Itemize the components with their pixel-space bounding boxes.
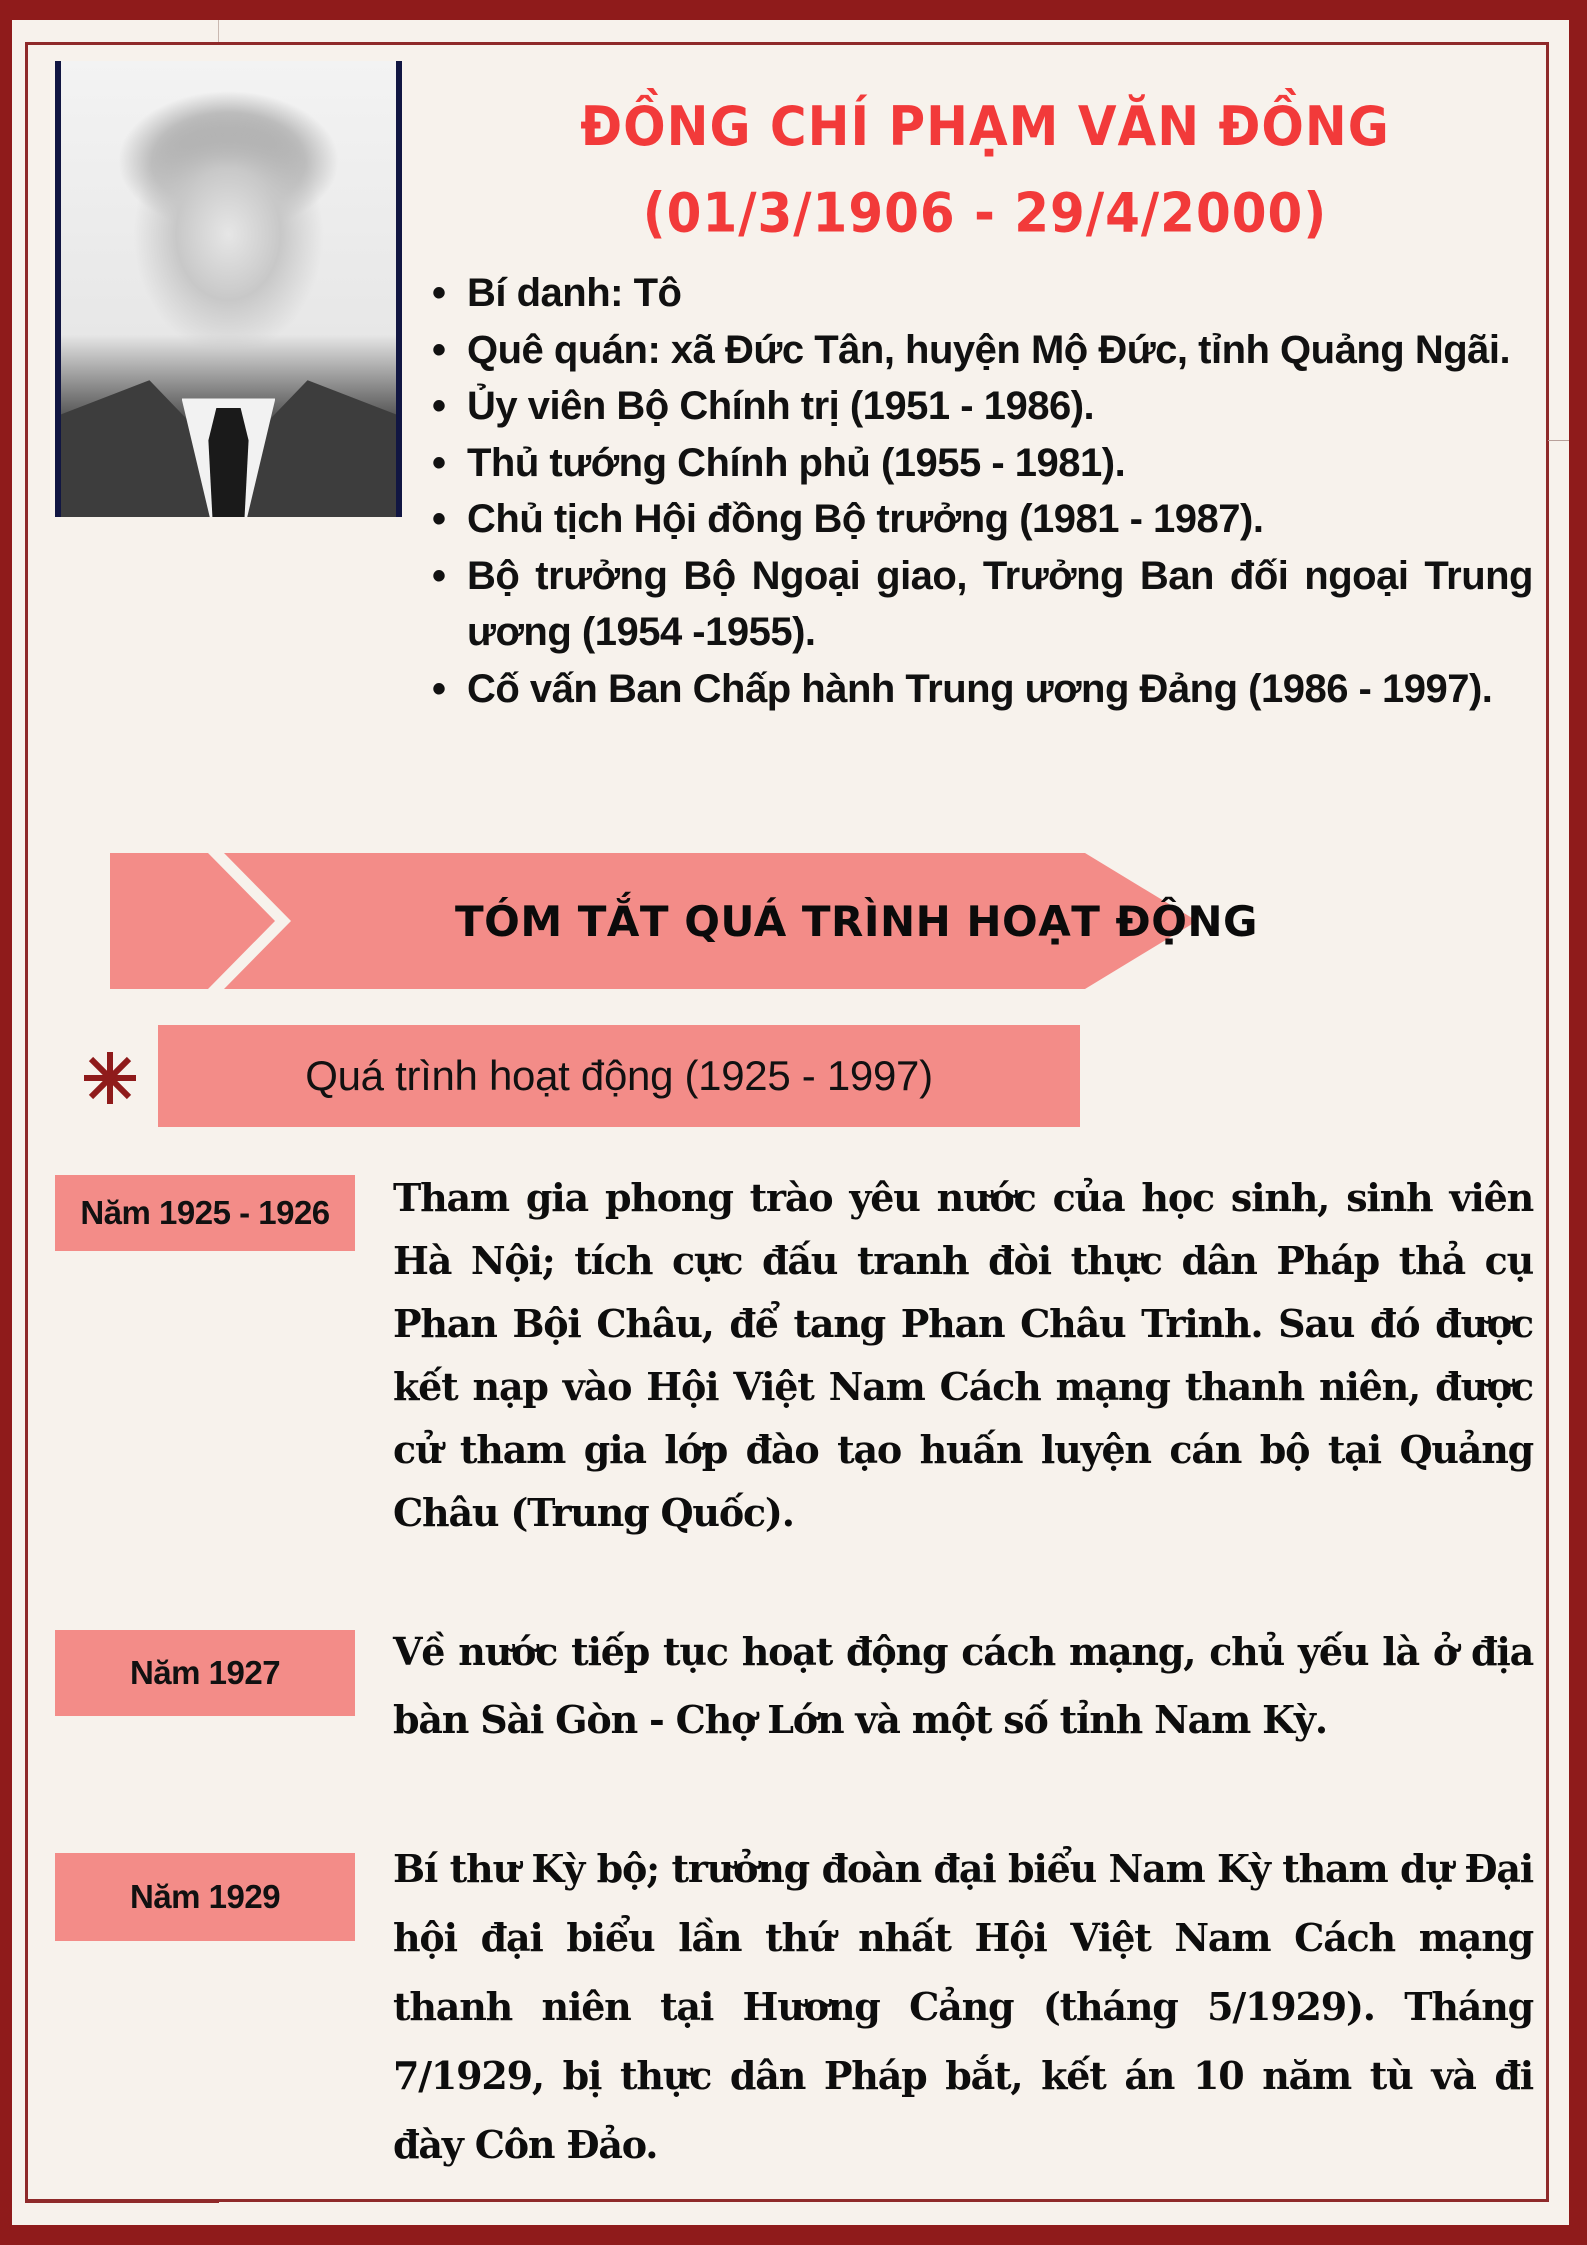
portrait-image: [61, 61, 396, 517]
title-dates: (01/3/1906 - 29/4/2000): [642, 181, 1328, 245]
banner-title: TÓM TẮT QUÁ TRÌNH HOẠT ĐỘNG: [455, 896, 1259, 946]
asterisk-icon: [82, 1050, 138, 1106]
subheader-box: Quá trình hoạt động (1925 - 1997): [158, 1025, 1080, 1127]
decorative-line: [1548, 440, 1569, 441]
year-label-1925-1926: Năm 1925 - 1926: [55, 1175, 355, 1251]
bio-item-alias: • Bí danh: Tô: [430, 265, 1533, 322]
bio-item-politburo: • Ủy viên Bộ Chính trị (1951 - 1986).: [430, 378, 1533, 435]
page-title: [430, 84, 1540, 257]
portrait-tie: [208, 408, 248, 517]
event-text-1925-1926: Tham gia phong trào yêu nước của học sinh, sinh viên Hà Nội; tích cực đấu tranh đòi thực dân Pháp thả cụ Phan Bội Châu, để tang Phan Châu Trinh. Sau đó được kết nạp vào Hội Việt Nam Cách mạng thanh niên, được cử tham gia lớp đào tạo huấn luyện cán bộ tại Quảng Châu (Trung Quốc).: [393, 1175, 1533, 1535]
bio-item-prime-minister: • Thủ tướng Chính phủ (1955 - 1981).: [430, 435, 1533, 492]
section-banner: [110, 853, 1259, 989]
title-name: ĐỒNG CHÍ PHẠM VĂN ĐỒNG: [580, 95, 1390, 159]
event-text-1927: Về nước tiếp tục hoạt động cách mạng, chủ yếu là ở địa bàn Sài Gòn - Chợ Lớn và một số tỉnh Nam Kỳ.: [393, 1629, 1533, 1742]
bio-list: [430, 265, 1533, 717]
year-label-1929: Năm 1929: [55, 1853, 355, 1941]
portrait-photo: [55, 61, 402, 517]
year-label-1927: Năm 1927: [55, 1630, 355, 1716]
decorative-line: [25, 2200, 219, 2203]
bio-item-advisor: • Cố vấn Ban Chấp hành Trung ương Đảng (1986 - 1997).: [430, 661, 1533, 718]
event-text-1929: Bí thư Kỳ bộ; trưởng đoàn đại biểu Nam Kỳ tham dự Đại hội đại biểu lần thứ nhất Hội Việt Nam Cách mạng thanh niên tại Hương Cảng (tháng 5/1929). Tháng 7/1929, bị thực dân Pháp bắt, kết án 10 năm tù và đi đày Côn Đảo.: [393, 1846, 1533, 2167]
bio-item-council-chair: • Chủ tịch Hội đồng Bộ trưởng (1981 - 1987).: [430, 491, 1533, 548]
bio-item-hometown: • Quê quán: xã Đức Tân, huyện Mộ Đức, tỉnh Quảng Ngãi.: [430, 322, 1533, 379]
bio-item-foreign-minister: • Bộ trưởng Bộ Ngoại giao, Trưởng Ban đối ngoại Trung ương (1954 -1955).: [430, 548, 1533, 661]
decorative-line: [218, 20, 219, 42]
